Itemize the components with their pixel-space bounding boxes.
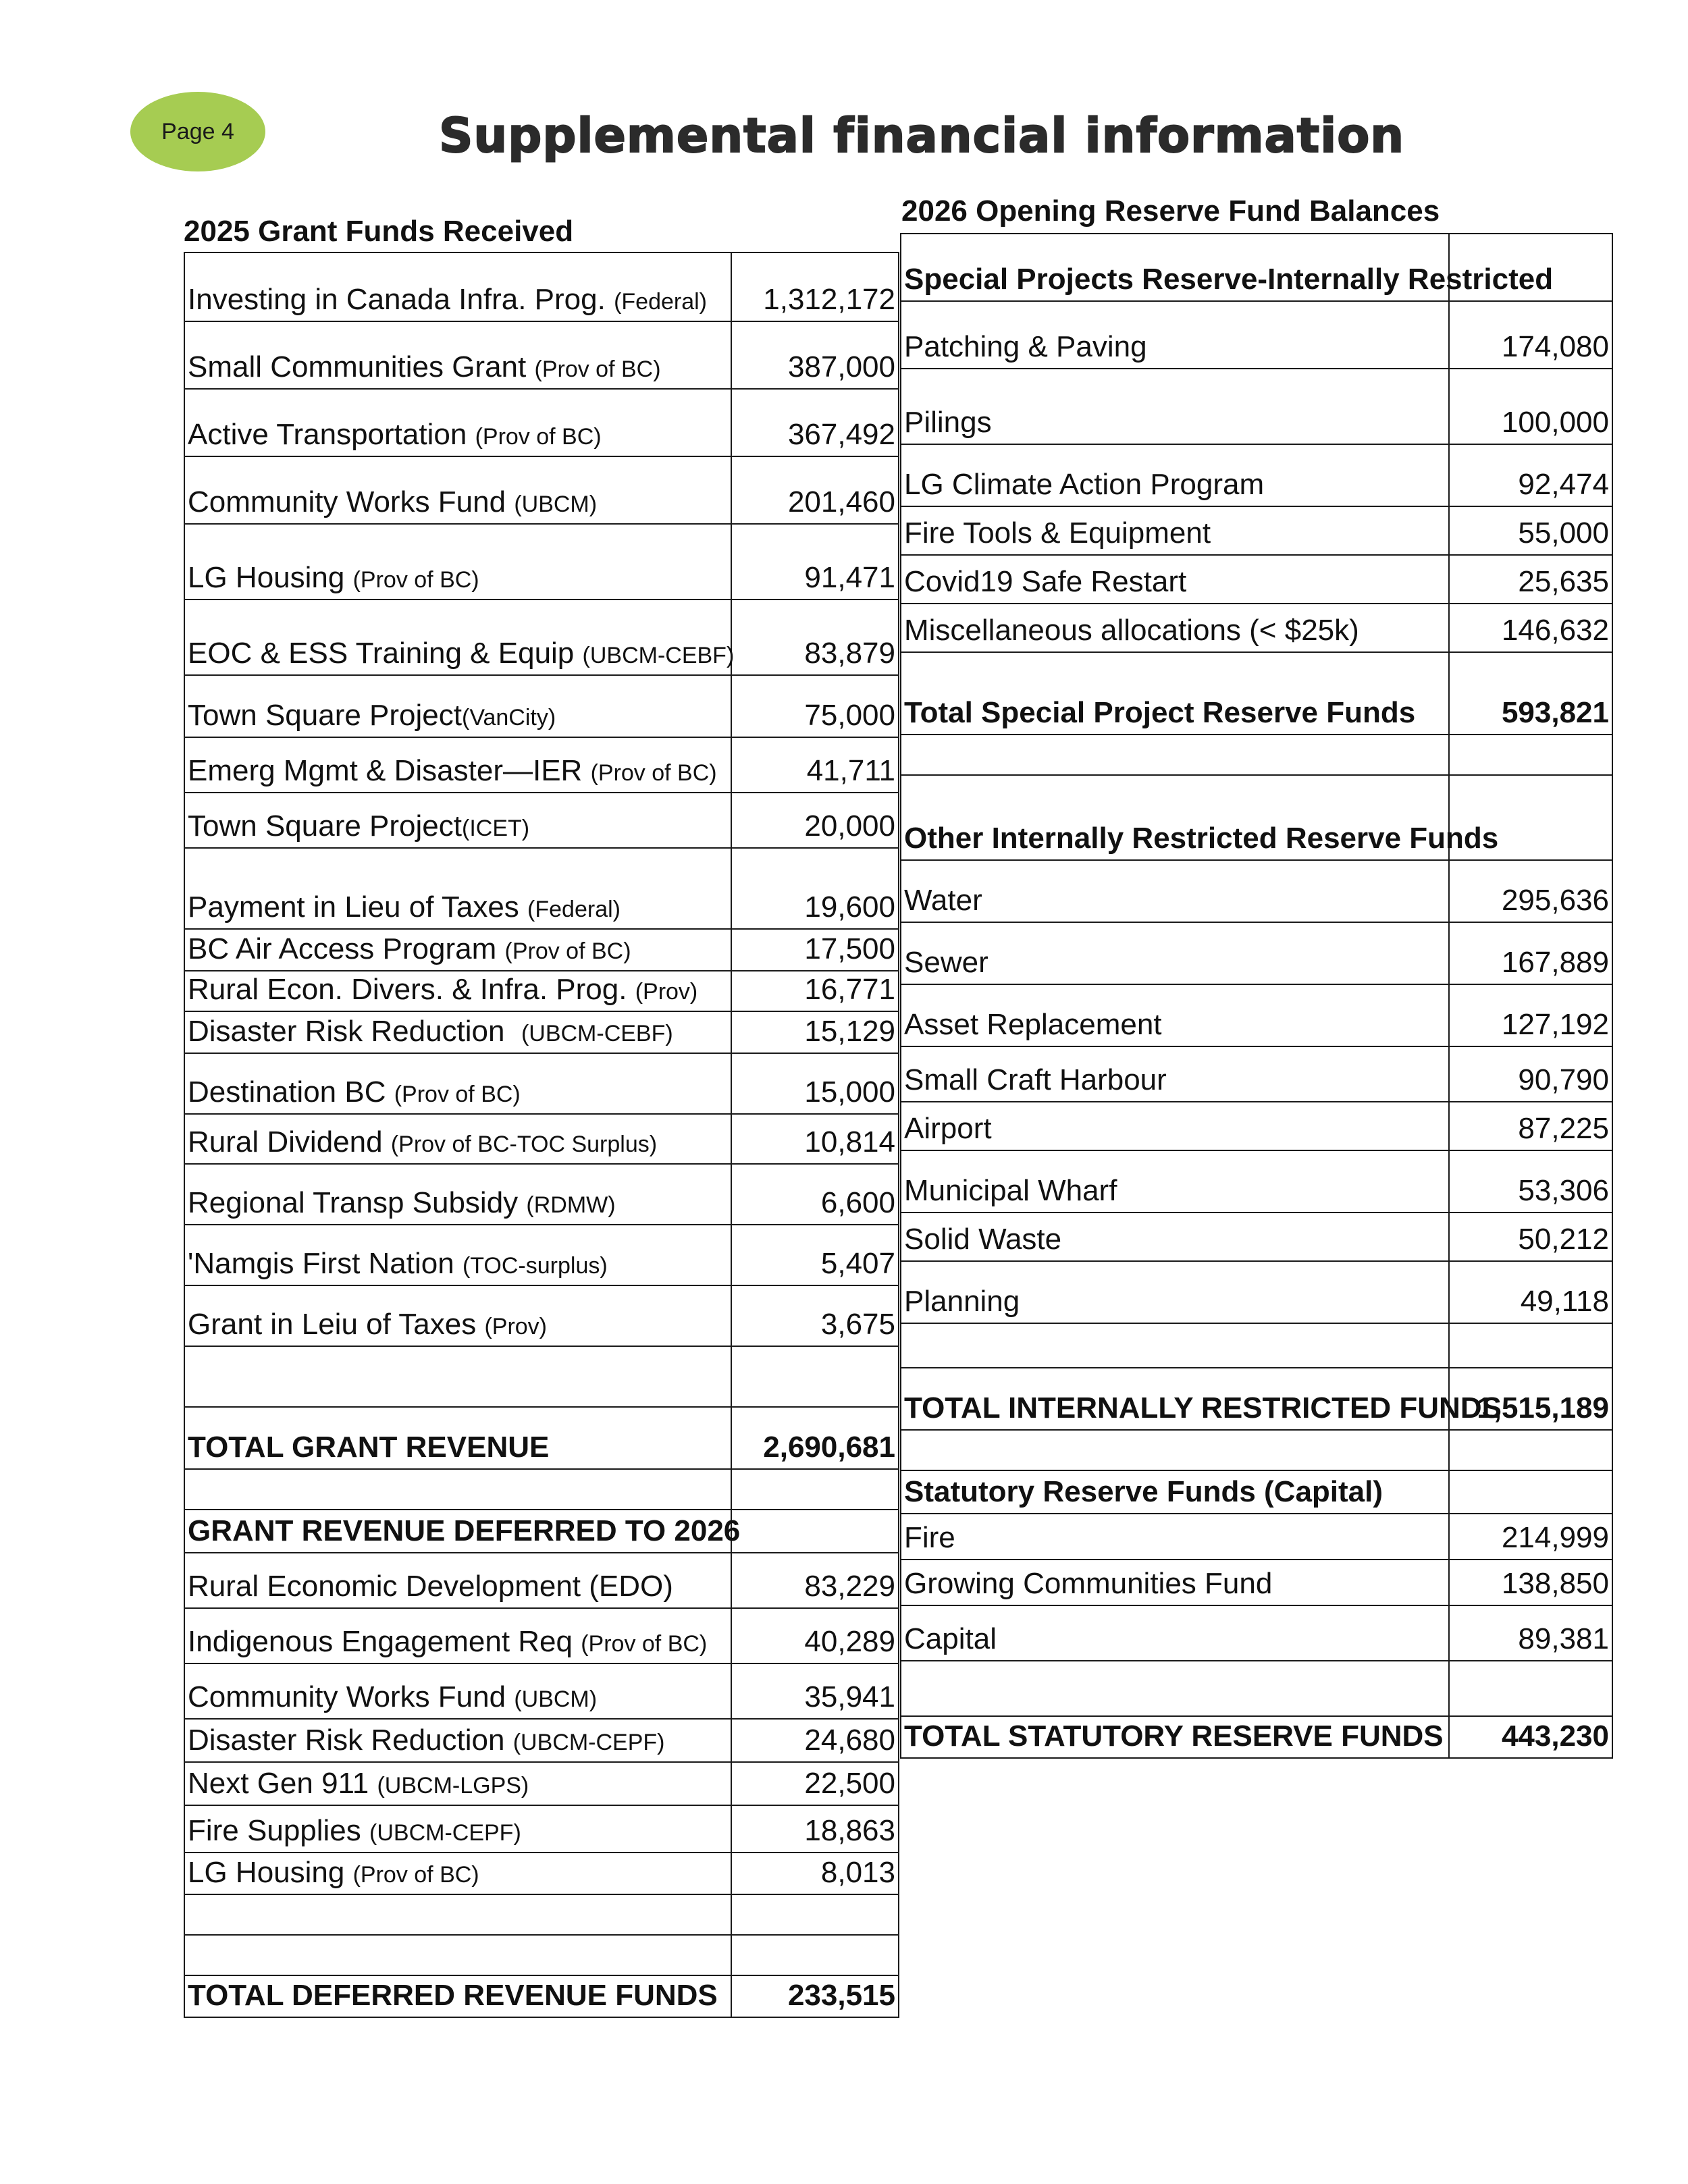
table-row: [184, 1164, 899, 1225]
table-row: [901, 1102, 1612, 1150]
row-label: Indigenous Engagement Req (Prov of BC): [184, 1608, 731, 1663]
row-value: 24,680: [731, 1719, 899, 1762]
row-label: LG Climate Action Program: [901, 444, 1449, 506]
table-row: [184, 793, 899, 848]
row-label: Fire: [901, 1514, 1449, 1560]
row-value: 3,675: [731, 1285, 899, 1346]
table-row: [901, 444, 1612, 506]
table-row: [184, 389, 899, 456]
row-value: 55,000: [1449, 506, 1612, 555]
row-value: 214,999: [1449, 1514, 1612, 1560]
row-value: 15,129: [731, 1011, 899, 1053]
row-label: Town Square Project(ICET): [184, 793, 731, 848]
empty-row: [184, 1469, 899, 1510]
row-value: 367,492: [731, 389, 899, 456]
section-header-row: [184, 1510, 899, 1553]
table-row: [901, 1560, 1612, 1605]
total-row: [184, 1975, 899, 2017]
table-row: [184, 1608, 899, 1663]
row-label: Disaster Risk Reduction (UBCM-CEBF): [184, 1011, 731, 1053]
table-row: [901, 604, 1612, 652]
row-label: Small Craft Harbour: [901, 1046, 1449, 1102]
row-label: 'Namgis First Nation (TOC-surplus): [184, 1225, 731, 1285]
row-label: Next Gen 911 (UBCM-LGPS): [184, 1762, 731, 1805]
row-value: 295,636: [1449, 860, 1612, 922]
row-label: Covid19 Safe Restart: [901, 555, 1449, 604]
row-value: 91,471: [731, 524, 899, 600]
row-label: Grant in Leiu of Taxes (Prov): [184, 1285, 731, 1346]
row-value: 146,632: [1449, 604, 1612, 652]
row-label: Asset Replacement: [901, 984, 1449, 1046]
total-grant-value: 2,690,681: [731, 1407, 899, 1469]
table-row: [184, 600, 899, 675]
table-row: [901, 555, 1612, 604]
table-row: [184, 456, 899, 524]
table-row: [901, 301, 1612, 369]
row-label: Town Square Project(VanCity): [184, 675, 731, 737]
row-label: Municipal Wharf: [901, 1150, 1449, 1213]
row-label: BC Air Access Program (Prov of BC): [184, 929, 731, 971]
row-label: Rural Econ. Divers. & Infra. Prog. (Prov): [184, 971, 731, 1011]
table-row: [184, 1011, 899, 1053]
table-row: [184, 1663, 899, 1719]
table-row: [184, 848, 899, 929]
total-row: [901, 1716, 1612, 1758]
table-row: [184, 1114, 899, 1164]
table-row: [184, 1053, 899, 1114]
section-header-row: [901, 775, 1612, 860]
row-label: Payment in Lieu of Taxes (Federal): [184, 848, 731, 929]
row-label: Emerg Mgmt & Disaster—IER (Prov of BC): [184, 737, 731, 793]
table-row: [901, 506, 1612, 555]
row-value: 18,863: [731, 1805, 899, 1853]
total-statutory-value: 443,230: [1449, 1716, 1612, 1758]
table-row: [184, 675, 899, 737]
table-row: [184, 524, 899, 600]
grant-funds-heading: 2025 Grant Funds Received: [184, 215, 574, 248]
table-row: [901, 1514, 1612, 1560]
empty-row: [184, 1346, 899, 1407]
table-row: [901, 369, 1612, 444]
deferred-heading: GRANT REVENUE DEFERRED TO 2026: [184, 1510, 731, 1553]
row-label: Sewer: [901, 922, 1449, 984]
row-value: 89,381: [1449, 1605, 1612, 1661]
row-label: Patching & Paving: [901, 301, 1449, 369]
table-row: [184, 321, 899, 389]
table-row: [184, 929, 899, 971]
table-row: [901, 1605, 1612, 1661]
row-label: Active Transportation (Prov of BC): [184, 389, 731, 456]
special-heading: Special Projects Reserve-Internally Restricted: [901, 234, 1449, 301]
row-label: Small Communities Grant (Prov of BC): [184, 321, 731, 389]
total-deferred-value: 233,515: [731, 1975, 899, 2017]
row-value: 92,474: [1449, 444, 1612, 506]
empty-row: [184, 1935, 899, 1975]
empty-row: [901, 1430, 1612, 1470]
row-value: 41,711: [731, 737, 899, 793]
row-value: 5,407: [731, 1225, 899, 1285]
row-value: 19,600: [731, 848, 899, 929]
row-value: 174,080: [1449, 301, 1612, 369]
reserve-balances-table: [900, 233, 1613, 1759]
table-row: [901, 1213, 1612, 1261]
table-row: [184, 1285, 899, 1346]
row-value: 20,000: [731, 793, 899, 848]
row-value: 49,118: [1449, 1261, 1612, 1323]
row-value: 1,312,172: [731, 252, 899, 321]
row-label: LG Housing (Prov of BC): [184, 1853, 731, 1894]
row-value: 25,635: [1449, 555, 1612, 604]
row-value: 16,771: [731, 971, 899, 1011]
row-value: 100,000: [1449, 369, 1612, 444]
row-label: Rural Dividend (Prov of BC-TOC Surplus): [184, 1114, 731, 1164]
row-label: Capital: [901, 1605, 1449, 1661]
row-label: Miscellaneous allocations (< $25k): [901, 604, 1449, 652]
row-value: 83,229: [731, 1553, 899, 1608]
total-deferred-label: TOTAL DEFERRED REVENUE FUNDS: [184, 1975, 731, 2017]
row-label: Investing in Canada Infra. Prog. (Federal): [184, 252, 731, 321]
table-row: [184, 1225, 899, 1285]
table-row: [901, 984, 1612, 1046]
table-row: [184, 1805, 899, 1853]
table-row: [184, 1762, 899, 1805]
table-row: [901, 1046, 1612, 1102]
row-label: Community Works Fund (UBCM): [184, 456, 731, 524]
row-value: 83,879: [731, 600, 899, 675]
table-row: [184, 1719, 899, 1762]
row-label: EOC & ESS Training & Equip (UBCM-CEBF): [184, 600, 731, 675]
empty-row: [184, 1894, 899, 1935]
row-value: 53,306: [1449, 1150, 1612, 1213]
empty-row: [901, 1323, 1612, 1368]
page-title: Supplemental financial information: [439, 108, 1405, 163]
statutory-heading: Statutory Reserve Funds (Capital): [901, 1470, 1449, 1514]
row-label: Growing Communities Fund: [901, 1560, 1449, 1605]
reserve-balances-heading: 2026 Opening Reserve Fund Balances: [901, 194, 1440, 228]
table-row: [901, 1261, 1612, 1323]
total-row: [901, 652, 1612, 735]
row-value: 138,850: [1449, 1560, 1612, 1605]
row-label: Planning: [901, 1261, 1449, 1323]
table-row: [184, 252, 899, 321]
row-label: Destination BC (Prov of BC): [184, 1053, 731, 1114]
row-value: 40,289: [731, 1608, 899, 1663]
total-internal-value: 1,515,189: [1449, 1368, 1612, 1430]
row-value: 15,000: [731, 1053, 899, 1114]
row-label: Disaster Risk Reduction (UBCM-CEPF): [184, 1719, 731, 1762]
row-label: Fire Supplies (UBCM-CEPF): [184, 1805, 731, 1853]
section-header-row: [901, 234, 1612, 301]
row-value: 167,889: [1449, 922, 1612, 984]
total-row: [184, 1407, 899, 1469]
empty-row: [901, 1661, 1612, 1716]
table-row: [184, 971, 899, 1011]
row-value: 35,941: [731, 1663, 899, 1719]
table-row: [184, 1553, 899, 1608]
total-grant-label: TOTAL GRANT REVENUE: [184, 1407, 731, 1469]
grant-funds-table: [184, 252, 899, 2018]
total-row: [901, 1368, 1612, 1430]
row-value: 201,460: [731, 456, 899, 524]
row-label: Fire Tools & Equipment: [901, 506, 1449, 555]
total-internal-label: TOTAL INTERNALLY RESTRICTED FUNDS: [901, 1368, 1449, 1430]
row-label: Rural Economic Development (EDO): [184, 1553, 731, 1608]
row-value: 87,225: [1449, 1102, 1612, 1150]
row-label: Solid Waste: [901, 1213, 1449, 1261]
row-value: 8,013: [731, 1853, 899, 1894]
empty-row: [901, 735, 1612, 775]
table-row: [901, 1150, 1612, 1213]
row-value: 75,000: [731, 675, 899, 737]
table-row: [901, 860, 1612, 922]
table-row: [184, 737, 899, 793]
other-heading: Other Internally Restricted Reserve Funds: [901, 775, 1449, 860]
row-label: Water: [901, 860, 1449, 922]
row-value: 90,790: [1449, 1046, 1612, 1102]
row-label: Regional Transp Subsidy (RDMW): [184, 1164, 731, 1225]
page-badge: Page 4: [130, 92, 265, 171]
row-label: Pilings: [901, 369, 1449, 444]
table-row: [184, 1853, 899, 1894]
section-header-row: [901, 1470, 1612, 1514]
table-row: [901, 922, 1612, 984]
row-value: 127,192: [1449, 984, 1612, 1046]
row-value: 6,600: [731, 1164, 899, 1225]
row-value: 22,500: [731, 1762, 899, 1805]
row-label: LG Housing (Prov of BC): [184, 524, 731, 600]
row-value: 50,212: [1449, 1213, 1612, 1261]
total-special-value: 593,821: [1449, 652, 1612, 735]
row-value: 387,000: [731, 321, 899, 389]
row-label: Community Works Fund (UBCM): [184, 1663, 731, 1719]
total-special-label: Total Special Project Reserve Funds: [901, 652, 1449, 735]
row-value: 17,500: [731, 929, 899, 971]
row-value: 10,814: [731, 1114, 899, 1164]
row-label: Airport: [901, 1102, 1449, 1150]
total-statutory-label: TOTAL STATUTORY RESERVE FUNDS: [901, 1716, 1449, 1758]
